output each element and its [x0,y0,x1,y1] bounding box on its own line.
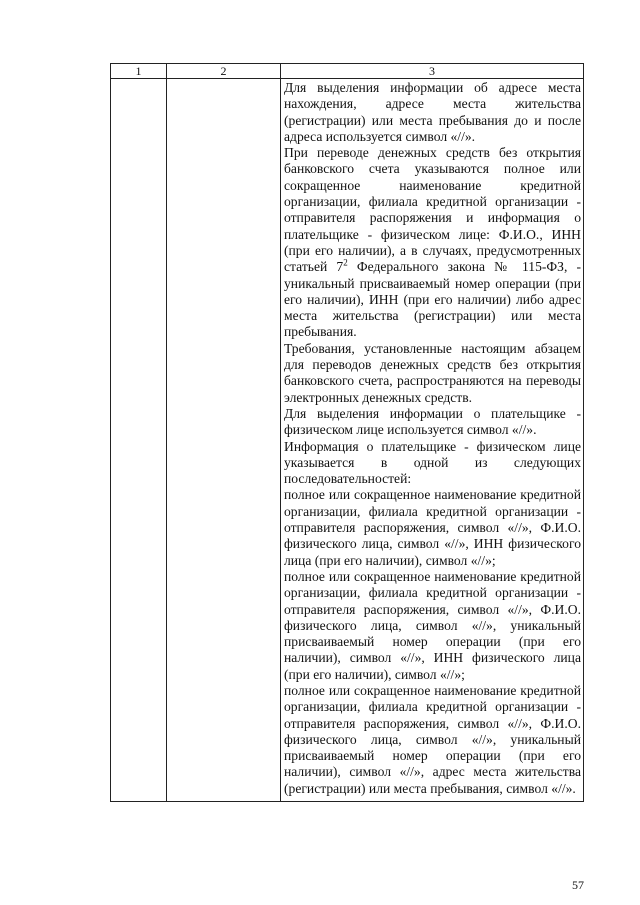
table-header-row [111,64,584,79]
paragraph-electronic-money: Требования, установленные настоящим абзацем для переводов денежных средств без открытия банковского счета, распространяются на переводы электронных денежных средств. [284,340,581,405]
cell-column-2 [167,79,281,802]
page-number: 57 [572,878,584,892]
paragraph-sequence-1: полное или сокращенное наименование кредитной организации, филиала кредитной организации - отправителя распоряжения, символ «//», Ф.И.О. физического лица, символ «//», ИНН физического лица (при его наличии), символ «//»; [284,487,581,568]
paragraph-payer-separator: Для выделения информации о плательщике - физическом лице используется символ «//». [284,405,581,438]
paragraph-sequence-3: полное или сокращенное наименование кредитной организации, филиала кредитной организации - отправителя распоряжения, символ «//», Ф.И.О. физического лица, символ «//», уникальный присваиваемый номер операции (при его наличии), символ «//», адрес места жительства (регистрации) или места пребывания, символ «//». [284,682,581,796]
cell-column-1 [111,79,167,802]
cell-text [281,79,583,801]
column-header-2: 2 [167,64,281,79]
column-header-3: 3 [281,64,584,79]
document-table [110,63,584,802]
paragraph-transfer-part-1: При переводе денежных средств без открытия банковского счета указываются полное или сокращенное наименование кредитной организации, филиала кредитной организации - отправителя распоряжения и информация о плательщике - физическом лице: Ф.И.О., ИНН (при его наличии), а в случаях, предусмотренных статьей 7 [284,145,581,275]
paragraph-address-separator: Для выделения информации об адресе места нахождения, адресе места жительства (регистрации) или места пребывания до и после адреса используется символ «//». [284,80,581,144]
table-row [111,79,584,802]
superscript-article-index: 2 [343,257,348,268]
cell-column-3 [281,79,584,802]
column-header-1: 1 [111,64,167,79]
paragraph-transfer-part-2: Федерального закона № 115-ФЗ, - уникальный присваиваемый номер операции (при его наличии), ИНН (при его наличии) либо адрес места жительства (регистрации) или места пребывания. [284,259,582,340]
paragraph-transfer-without-account [284,145,581,341]
paragraph-sequences-intro: Информация о плательщике - физическом лице указывается в одной из следующих последовательностей: [284,438,581,487]
paragraph-sequence-2: полное или сокращенное наименование кредитной организации, филиала кредитной организации - отправителя распоряжения, символ «//», Ф.И.О. физического лица, символ «//», уникальный присваиваемый номер операции (при его наличии), символ «//», ИНН физического лица (при его наличии), символ «//»; [284,568,581,682]
